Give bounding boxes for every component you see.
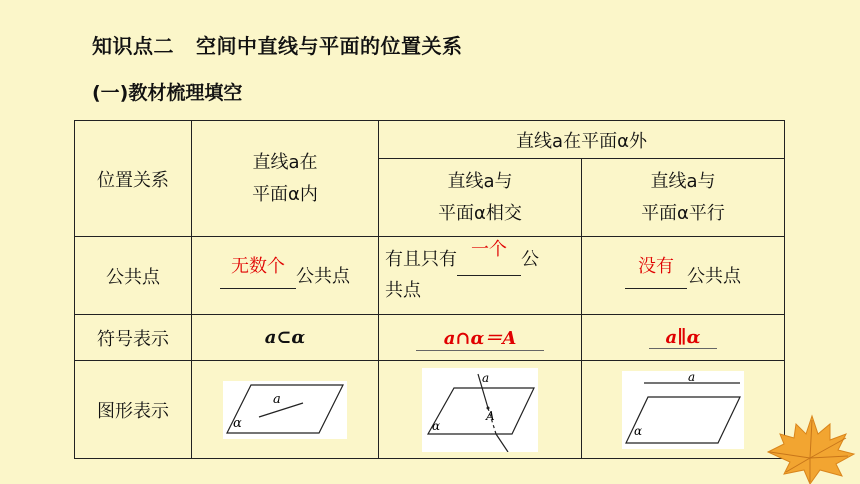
common-intersect-suffix: 公 <box>521 249 539 270</box>
header-line-in-plane-l1: 直线a在 <box>252 151 318 173</box>
header-line-in-plane-l2: 平面α内 <box>252 183 318 205</box>
header-intersect-l1: 直线a与 <box>447 170 513 192</box>
common-intersect-line2: 共点 <box>385 280 421 301</box>
header-parallel-l2: 平面α平行 <box>641 202 725 224</box>
section-title <box>92 30 463 59</box>
header-intersect <box>379 159 582 237</box>
row-label-figure: 图形表示 <box>75 361 192 459</box>
cell-figure-in <box>192 361 379 459</box>
common-intersect-prefix: 有且只有 <box>385 249 457 270</box>
cell-figure-intersect <box>379 361 582 459</box>
answer-blank-parallel <box>625 256 687 289</box>
answer-parallel: 没有 <box>638 256 674 277</box>
symbol-parallel: a∥α <box>665 326 701 348</box>
fig-intersect-label-A: A <box>486 408 495 423</box>
header-line-outside-plane: 直线a在平面α外 <box>379 121 785 159</box>
fig-in-label-a: a <box>273 391 281 407</box>
cell-common-parallel <box>582 237 785 315</box>
maple-leaf-decoration <box>750 394 860 484</box>
relation-table <box>74 120 785 459</box>
fig-in-label-alpha: α <box>233 415 242 431</box>
cell-symbol-parallel <box>582 315 785 361</box>
figure-line-intersect-plane <box>422 368 538 452</box>
common-in-suffix: 公共点 <box>296 266 350 287</box>
fig-parallel-label-alpha: α <box>634 423 643 438</box>
symbol-in: a⊂α <box>264 327 306 348</box>
header-intersect-l2: 平面α相交 <box>438 202 522 224</box>
header-line-in-plane <box>192 121 379 237</box>
cell-common-in <box>192 237 379 315</box>
row-label-symbol: 符号表示 <box>75 315 192 361</box>
figure-line-parallel-plane <box>622 371 744 449</box>
cell-common-intersect <box>379 237 582 315</box>
answer-blank-in <box>220 256 296 289</box>
cell-symbol-in <box>192 315 379 361</box>
header-parallel-l1: 直线a与 <box>650 170 716 192</box>
row-label-common-points: 公共点 <box>75 237 192 315</box>
subsection-title: (一)教材梳理填空 <box>92 82 243 104</box>
figure-line-in-plane <box>223 381 347 439</box>
cell-symbol-intersect <box>379 315 582 361</box>
fig-intersect-label-a: a <box>482 370 490 385</box>
common-parallel-suffix: 公共点 <box>687 266 741 287</box>
symbol-intersect: a∩α＝A <box>443 328 517 349</box>
header-position-relation: 位置关系 <box>75 121 192 237</box>
fig-parallel-label-a: a <box>688 370 696 384</box>
section-number: 知识点二 <box>92 34 174 58</box>
section-heading: 空间中直线与平面的位置关系 <box>196 34 463 58</box>
header-parallel <box>582 159 785 237</box>
answer-in: 无数个 <box>231 256 285 277</box>
answer-intersect: 一个 <box>471 239 507 260</box>
answer-blank-intersect <box>457 239 521 276</box>
fig-intersect-label-alpha: α <box>432 418 441 433</box>
